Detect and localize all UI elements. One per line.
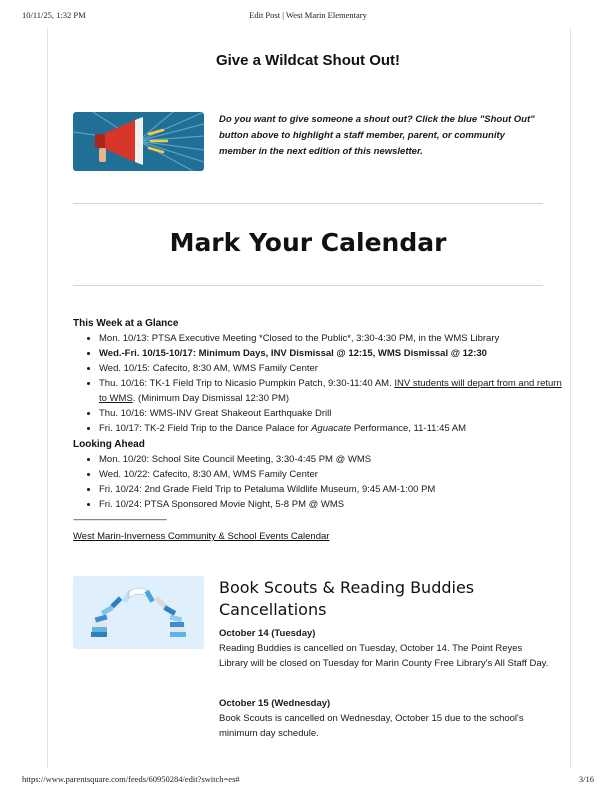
this-week-list: [73, 331, 569, 436]
print-page-number: 3/16: [578, 774, 594, 784]
print-footer: [0, 774, 616, 788]
this-week-heading: This Week at a Glance: [73, 318, 179, 329]
oct14-block: [219, 626, 549, 671]
print-datetime: 10/11/25, 1:32 PM: [22, 10, 86, 20]
section-divider: [73, 203, 543, 204]
book-scouts-title: Book Scouts & Reading Buddies Cancellations: [219, 578, 475, 619]
list-item: [99, 421, 569, 436]
list-item: • Wed.-Fri. 10/15-10/17: Minimum Days, INV Dismissal @ 12:15, WMS Dismissal @ 12:30: [99, 346, 569, 361]
print-header: [0, 10, 616, 24]
list-item: • Mon. 10/13: PTSA Executive Meeting *Closed to the Public*, 3:30-4:30 PM, in the WMS Library: [99, 331, 569, 346]
oct14-heading: October 14 (Tuesday): [219, 628, 316, 639]
list-item: [99, 376, 569, 406]
tk1-trip-text: Thu. 10/16: TK-1 Field Trip to Nicasio Pumpkin Patch, 9:30-11:40 AM.: [99, 378, 395, 389]
oct15-heading: October 15 (Wednesday): [219, 698, 331, 709]
megaphone-image: [73, 112, 204, 171]
tk1-trip-suffix: . (Minimum Day Dismissal 12:30 PM): [132, 393, 290, 404]
looking-ahead-list: [73, 452, 569, 512]
tk2-trip-italic: Aguacate: [311, 423, 352, 434]
list-item: • Wed. 10/22: Cafecito, 8:30 AM, WMS Family Center: [99, 467, 569, 482]
oct15-block: [219, 696, 549, 741]
looking-ahead-heading: Looking Ahead: [73, 439, 145, 450]
list-item: • Wed. 10/15: Cafecito, 8:30 AM, WMS Family Center: [99, 361, 569, 376]
oct14-text: Reading Buddies is cancelled on Tuesday, October 14. The Point Reyes Library will be closed on Tuesday for Marin County Free Library's All Staff Day.: [219, 643, 549, 669]
books-image: [73, 576, 204, 649]
shout-out-text: Do you want to give someone a shout out? Click the blue "Shout Out" button above to highlight a staff member, parent, or community member in the next edition of this newsletter.: [219, 114, 535, 157]
list-item: • Mon. 10/20: School Site Council Meeting, 3:30-4:45 PM @ WMS: [99, 452, 569, 467]
list-item: • Fri. 10/24: PTSA Sponsored Movie Night, 5-8 PM @ WMS: [99, 497, 569, 512]
tk2-trip-suffix: Performance, 11-11:45 AM: [351, 423, 467, 434]
dashed-separator: --------------------------------------------------------: [73, 515, 167, 524]
events-calendar-link[interactable]: West Marin-Inverness Community & School Events Calendar: [73, 531, 330, 542]
oct15-text: Book Scouts is cancelled on Wednesday, October 15 due to the school's minimum day schedule.: [219, 713, 524, 739]
tk1-trip-link[interactable]: INV students will depart from and return to WMS: [99, 378, 562, 404]
tk2-trip-text: Fri. 10/17: TK-2 Field Trip to the Dance Palace for: [99, 423, 312, 434]
shout-out-title: Give a Wildcat Shout Out!: [215, 52, 401, 69]
list-item: • Thu. 10/16: WMS-INV Great Shakeout Earthquake Drill: [99, 406, 569, 421]
books-arch-icon: [73, 576, 204, 649]
section-divider: [73, 285, 543, 286]
megaphone-icon: [73, 112, 204, 171]
print-url: https://www.parentsquare.com/feeds/60950284/edit?switch=es#: [22, 774, 240, 784]
print-page-title: Edit Post | West Marin Elementary: [249, 10, 367, 20]
calendar-title: Mark Your Calendar: [169, 228, 447, 257]
list-item: • Fri. 10/24: 2nd Grade Field Trip to Petaluma Wildlife Museum, 9:45 AM-1:00 PM: [99, 482, 569, 497]
